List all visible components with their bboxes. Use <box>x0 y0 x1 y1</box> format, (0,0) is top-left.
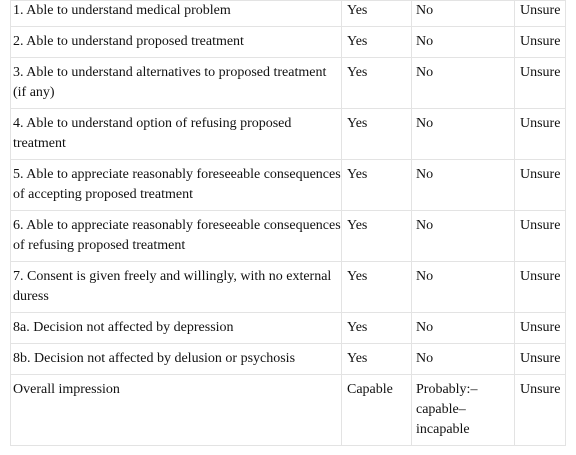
no-cell: No <box>412 109 515 160</box>
yes-cell: Yes <box>342 160 412 211</box>
criterion-cell: 1. Able to understand medical problem <box>11 1 342 27</box>
yes-cell: Yes <box>342 211 412 262</box>
unsure-cell: Unsure <box>515 211 566 262</box>
table-row <box>11 160 566 211</box>
no-cell: No <box>412 262 515 313</box>
table-row <box>11 27 566 58</box>
table-row <box>11 344 566 375</box>
criterion-cell: 5. Able to appreciate reasonably foreseeable consequences of accepting proposed treatment <box>11 160 342 211</box>
no-cell: No <box>412 313 515 344</box>
no-cell: No <box>412 27 515 58</box>
yes-cell: Yes <box>342 262 412 313</box>
unsure-cell: Unsure <box>515 344 566 375</box>
unsure-cell: Unsure <box>515 160 566 211</box>
criterion-cell: 6. Able to appreciate reasonably foreseeable consequences of refusing proposed treatment <box>11 211 342 262</box>
no-cell: No <box>412 58 515 109</box>
unsure-cell: Unsure <box>515 262 566 313</box>
yes-cell: Yes <box>342 27 412 58</box>
no-cell: No <box>412 160 515 211</box>
criterion-cell: 8a. Decision not affected by depression <box>11 313 342 344</box>
capable-cell: Capable <box>342 375 412 446</box>
table-row-overall <box>11 375 566 446</box>
unsure-cell: Unsure <box>515 27 566 58</box>
criterion-cell: Overall impression <box>11 375 342 446</box>
criterion-cell: 2. Able to understand proposed treatment <box>11 27 342 58</box>
unsure-cell: Unsure <box>515 313 566 344</box>
criterion-cell: 3. Able to understand alternatives to proposed treatment (if any) <box>11 58 342 109</box>
unsure-cell: Unsure <box>515 375 566 446</box>
table-row <box>11 58 566 109</box>
no-cell: No <box>412 211 515 262</box>
unsure-cell: Unsure <box>515 109 566 160</box>
yes-cell: Yes <box>342 344 412 375</box>
table-row <box>11 211 566 262</box>
probably-cell: Probably:–capable–incapable <box>412 375 515 446</box>
yes-cell: Yes <box>342 1 412 27</box>
capacity-assessment-table <box>10 0 566 446</box>
unsure-cell: Unsure <box>515 58 566 109</box>
yes-cell: Yes <box>342 109 412 160</box>
table-row <box>11 109 566 160</box>
no-cell: No <box>412 344 515 375</box>
no-cell: No <box>412 1 515 27</box>
criterion-cell: 8b. Decision not affected by delusion or psychosis <box>11 344 342 375</box>
criterion-cell: 4. Able to understand option of refusing proposed treatment <box>11 109 342 160</box>
unsure-cell: Unsure <box>515 1 566 27</box>
yes-cell: Yes <box>342 313 412 344</box>
yes-cell: Yes <box>342 58 412 109</box>
criterion-cell: 7. Consent is given freely and willingly, with no external duress <box>11 262 342 313</box>
table-row <box>11 1 566 27</box>
table-row <box>11 262 566 313</box>
table-row <box>11 313 566 344</box>
